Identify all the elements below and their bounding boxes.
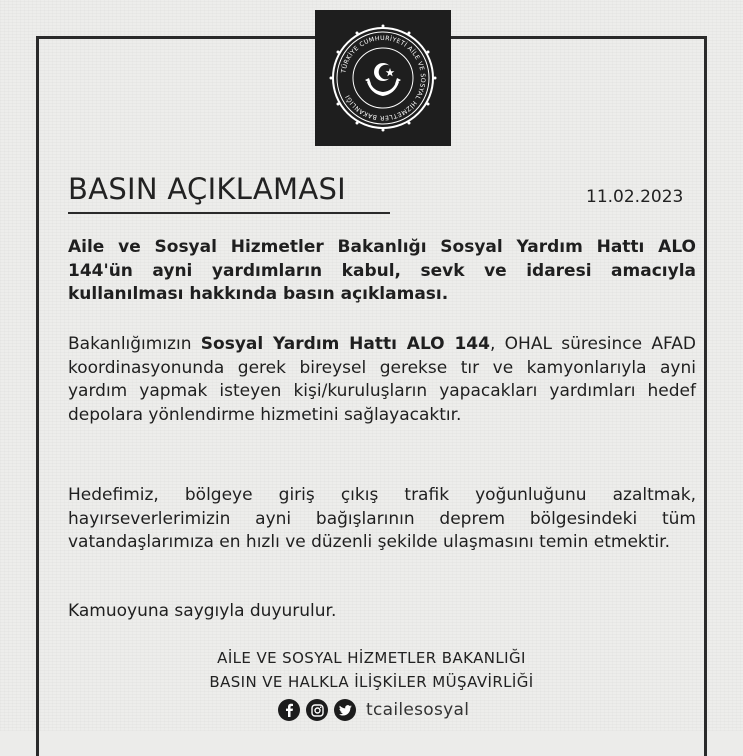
instagram-icon[interactable] <box>306 699 328 721</box>
paragraph-3: Kamuoyuna saygıyla duyurulur. <box>68 601 337 621</box>
hotline-name: Sosyal Yardım Hattı ALO 144 <box>200 334 490 354</box>
lead-paragraph: Aile ve Sosyal Hizmetler Bakanlığı Sosyal Yardım Hattı ALO 144'ün ayni yardımların kabul, sevk ve idaresi amacıyla kullanılması hakkında basın açıklaması. <box>68 237 696 304</box>
paragraph-2: Hedefimiz, bölgeye giriş çıkış trafik yoğunluğunu azaltmak, hayırseverlerimizin ayni bağışlarının deprem bölgesindeki tüm vatandaşlarımıza en hızlı ve düzenli şekilde ulaşmasını temin etmektir. <box>68 485 696 552</box>
social-handle[interactable]: tcailesosyal <box>366 700 470 720</box>
svg-text:TÜRKİYE CUMHURİYETİ AİLE VE SO: TÜRKİYE CUMHURİYETİ AİLE VE SOSYAL HİZMETLER BAKANLIĞI <box>340 34 427 122</box>
facebook-icon[interactable] <box>278 699 300 721</box>
ministry-emblem-icon <box>327 22 439 134</box>
footer-department: BASIN VE HALKLA İLİŞKİLER MÜŞAVİRLİĞİ <box>209 673 534 691</box>
twitter-icon[interactable] <box>334 699 356 721</box>
social-links <box>278 697 469 723</box>
paragraph-1 <box>68 333 696 427</box>
paragraph-1-prefix: Bakanlığımızın <box>68 334 201 354</box>
release-date: 11.02.2023 <box>586 187 684 207</box>
title-underline <box>68 212 390 214</box>
paragraph-1-rest: , OHAL süresince AFAD koordinasyonunda gerek bireysel gerekse tır ve kamyonlarıyla ayni yardım yapmak isteyen kişi/kuruluşların yapacakları yardımları hedef depolara yönlendirme hizmetini sağlayacaktır. <box>68 334 696 425</box>
footer-ministry: AİLE VE SOSYAL HİZMETLER BAKANLIĞI <box>217 649 526 667</box>
ministry-emblem-box <box>315 10 451 146</box>
page-title: BASIN AÇIKLAMASI <box>68 172 347 206</box>
